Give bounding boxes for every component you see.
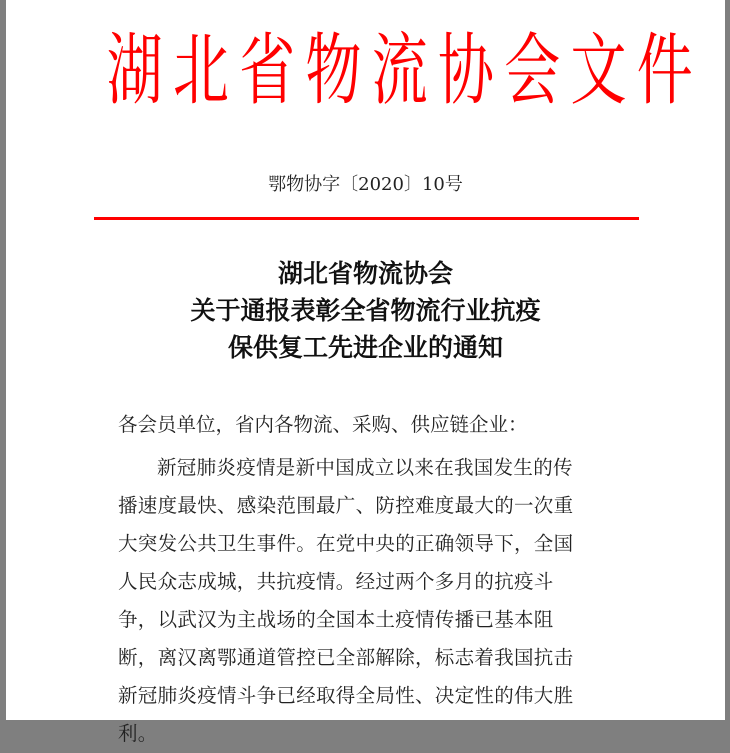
document-body xyxy=(118,413,588,753)
salutation: 各会员单位，省内各物流、采购、供应链企业： xyxy=(118,413,528,436)
notice-title-line-1: 湖北省物流协会 xyxy=(277,259,453,288)
document-page xyxy=(6,0,725,745)
body-paragraph: 新冠肺炎疫情是新中国成立以来在我国发生的传播速度最快、感染范围最广、防控难度最大的一次重大突发公共卫生事件。在党中央的正确领导下，全国人民众志成城，共抗疫情。经过两个多月的抗疫斗争，以武汉为主战场的全国本土疫情传播已基本阻断，离汉离鄂通道管控已全部解除，标志着我国抗击新冠肺炎疫情斗争已经取得全局性、决定性的伟大胜利。 xyxy=(118,456,574,745)
notice-title-line-2: 关于通报表彰全省物流行业抗疫 xyxy=(190,296,541,325)
document-number: 鄂物协字〔2020〕10号 xyxy=(268,174,463,195)
letterhead-title: 湖北省物流协会文件 xyxy=(106,26,703,116)
notice-title-line-3: 保供复工先进企业的通知 xyxy=(227,333,503,362)
red-divider xyxy=(94,217,639,220)
notice-title xyxy=(6,255,725,366)
